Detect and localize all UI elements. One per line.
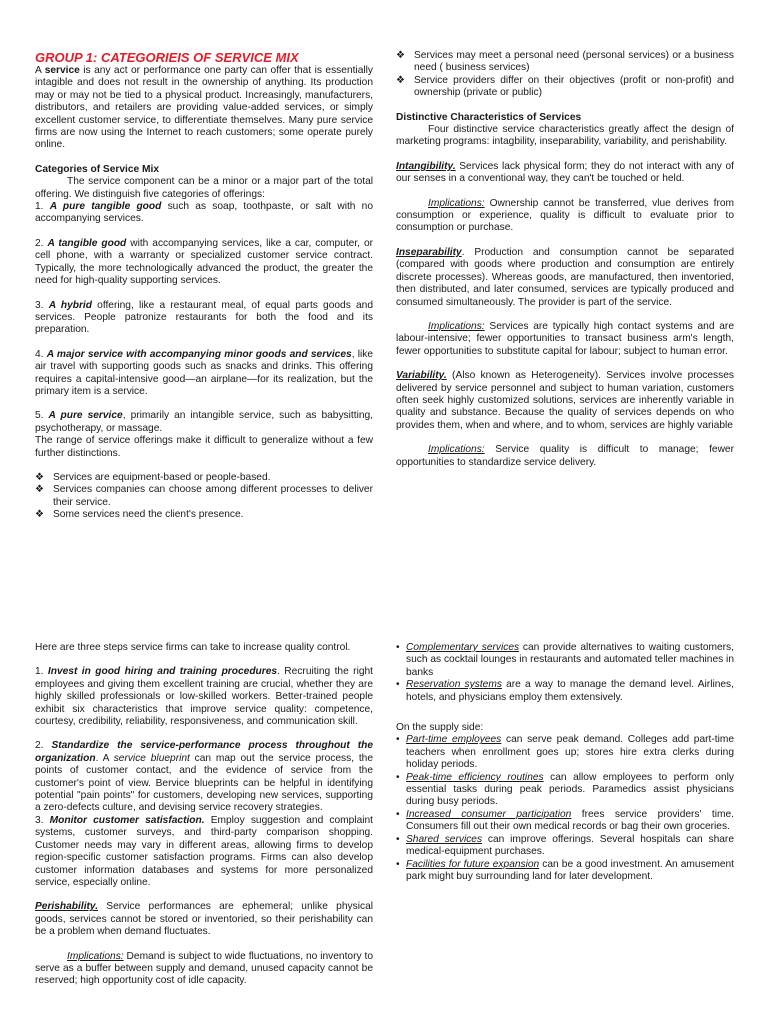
page-title: GROUP 1: CATEGORIEIS OF SERVICE MIX — [35, 50, 299, 65]
inseparability-paragraph: Inseparability. Production and consumption cannot be separated (compared with goods where production and consumption are entirely discrete processes). Whereas goods, are manufactured, then inventoried, then distributed, and later consumed, services are typically produced and consumed simultaneously. The provider is part of the service. — [396, 246, 734, 308]
step-2: 2. Standardize the service-performance process throughout the organization. A service blueprint can map out the service process, the points of customer contact, and the evidence of service from the customer's point of view. Bervice blueprints can be helpful in identifying potential "pain points" for customers, developing new services, supporting a zero-defects culture, and devising service recovery strategies. — [35, 740, 374, 814]
diamond-bullet-icon: ❖ — [396, 50, 405, 61]
intangibility-paragraph: Intangibility. Services lack physical form; they do not interact with any of our senses in a conventional way, they can't be touched or held. — [396, 160, 734, 185]
list-item: • Complementary services can provide alternatives to waiting customers, such as cocktail lounges in restaurants and automated teller machines in banks — [396, 642, 734, 678]
bullet-icon: • — [396, 642, 400, 653]
bullet-icon: • — [396, 808, 400, 820]
list-item: • Part-time employees can serve peak demand. Colleges add part-time teachers when enrollment goes up; stores hire extra clerks during holiday periods. — [396, 734, 735, 771]
variability-implications: Implications: Service quality is difficult to manage; fewer opportunities to standardize service delivery. — [396, 444, 734, 468]
service-term: service — [44, 65, 80, 76]
list-item: • Facilities for future expansion can be a good investment. An amusement park might buy surrounding land for later development. — [396, 858, 734, 882]
distinctions-list — [35, 472, 373, 522]
demand-side-list — [396, 642, 734, 704]
category-item-4: 4. A major service with accompanying minor goods and services, like air travel with supporting goods such as snacks and drinks. This offering requires a capital-intensive good—an airplane—for its realization, but the primary item is a service. — [35, 348, 374, 397]
variability-paragraph: Variability. (Also known as Heterogeneity). Services involve processes delivered by service personnel and subject to human variation, customers often seek highly customized solutions, services are inherently variable in quality and substance. Because the quality of services depends on who provides them, when and where, and to whom, services are highly variable — [396, 370, 734, 431]
diamond-bullet-icon: ❖ — [35, 484, 44, 496]
service-needs-list — [396, 50, 734, 100]
category-item-2: 2. A tangible good with accompanying services, like a car, computer, or cell phone, with a warranty or specialized customer service contract. Typically, the more technologically advanced the product, the greater the need for high-quality supporting services. — [35, 237, 374, 287]
diamond-bullet-icon: ❖ — [396, 74, 405, 86]
diamond-bullet-icon: ❖ — [35, 509, 44, 521]
bullet-icon: • — [396, 858, 400, 870]
category-item-3: 3. A hybrid offering, like a restaurant meal, of equal parts goods and services. People patronize restaurants for both the food and its preparation. — [35, 299, 373, 336]
list-item: • Increased consumer participation frees service providers' time. Consumers fill out their own medical records or bag their own groceries. — [396, 808, 734, 833]
steps-intro: Here are three steps service firms can take to increase quality control. — [35, 642, 351, 653]
categories-heading: Categories of Service Mix — [35, 163, 159, 175]
supply-side-list — [396, 734, 734, 883]
bottom-right-column — [396, 642, 734, 883]
list-item: ❖ Service providers differ on their objectives (profit or non-profit) and ownership (private or public) — [396, 74, 734, 99]
bottom-left-column — [35, 642, 373, 988]
diamond-bullet-icon: ❖ — [35, 471, 44, 483]
list-item: ❖ Some services need the client's presence. — [35, 509, 244, 521]
perishability-paragraph: Perishability. Service performances are ephemeral; unlike physical goods, services cannot be stored or inventoried, so their perishability can be a problem when demand fluctuates. — [35, 901, 373, 938]
bullet-icon: • — [396, 734, 400, 746]
bullet-icon: • — [396, 771, 400, 783]
distinctive-intro: Four distinctive service characteristics greatly affect the design of marketing programs: intagbility, inseparability, variability, and perishability. — [396, 124, 734, 148]
bullet-icon: • — [396, 833, 400, 845]
list-item: ❖ Services are equipment-based or people-based. — [35, 471, 271, 483]
list-item: • Peak-time efficiency routines can allow employees to perform only essential tasks during peak periods. Paramedics assist physicians during busy periods. — [396, 771, 734, 808]
bullet-icon: • — [396, 679, 400, 691]
supply-heading: On the supply side: — [396, 722, 484, 734]
service-definition: A service is any act or performance one party can offer that is essentially intagible and does not result in the ownership of anything. Its production may or may not be tied to a physical product. Increasingly, manufacturers, distributors, and retailers are providing value-added services, or simply excellent customer service, to differentiate themselves. Many pure service firms are now using the Internet to reach customers; some operate purely online. — [35, 65, 373, 151]
category-item-5: 5. A pure service, primarily an intangible service, such as babysitting, psychotherapy, or massage. — [35, 410, 374, 434]
category-item-1: 1. A pure tangible good such as soap, toothpaste, or salt with no accompanying services. — [35, 201, 374, 225]
list-item: • Reservation systems are a way to manage the demand level. Airlines, hotels, and physicians employ them extensively. — [396, 679, 734, 703]
list-item: • Shared services can improve offerings. Several hospitals can share medical-equipment purchases. — [396, 833, 734, 858]
range-text: The range of service offerings make it difficult to generalize without a few further distinctions. — [35, 435, 373, 459]
top-right-column — [396, 50, 734, 469]
inseparability-implications: Implications: Services are typically high contact systems and are labour-intensive; fewer opportunities to transact business arm's length, fewer opportunities to substitute capital for labour; subject to human error. — [396, 320, 734, 357]
distinctive-heading: Distinctive Characteristics of Services — [396, 111, 582, 123]
list-item: ❖ Services companies can choose among different processes to deliver their service. — [35, 484, 373, 508]
categories-intro: The service component can be a minor or a major part of the total offering. We distinguish five categories of offerings: — [35, 176, 373, 200]
top-left-column — [35, 50, 373, 522]
intangibility-implications: Implications: Ownership cannot be transferred, vlue derives from consumption or experience, quality is difficult to evaluate prior to consumption or purchase. — [396, 197, 734, 234]
step-1: 1. Invest in good hiring and training procedures. Recruiting the right employees and giving them excellent training are crucial, whether they are highly skilled professionals or low-skilled workers. Better-trained people exhibit six characteristics that improve service quality: competence, courtesy, credibility, reliability, responsiveness, and communication skill. — [35, 666, 373, 728]
list-item: ❖ Services may meet a personal need (personal services) or a business need ( business services) — [396, 50, 734, 74]
perishability-implications: Implications: Demand is subject to wide fluctuations, no inventory to serve as a buffer between supply and demand, unused capacity cannot be reserved; high opportunity cost of idle capacity. — [35, 950, 373, 987]
step-3: 3. Monitor customer satisfaction. Employ suggestion and complaint systems, customer surveys, and third-party comparison shopping. Customer needs may vary in different areas, allowing firms to develop region-specific customer satisfaction programs. Firms can also develop customer information databases and systems for more personalized service, especially online. — [35, 814, 373, 888]
